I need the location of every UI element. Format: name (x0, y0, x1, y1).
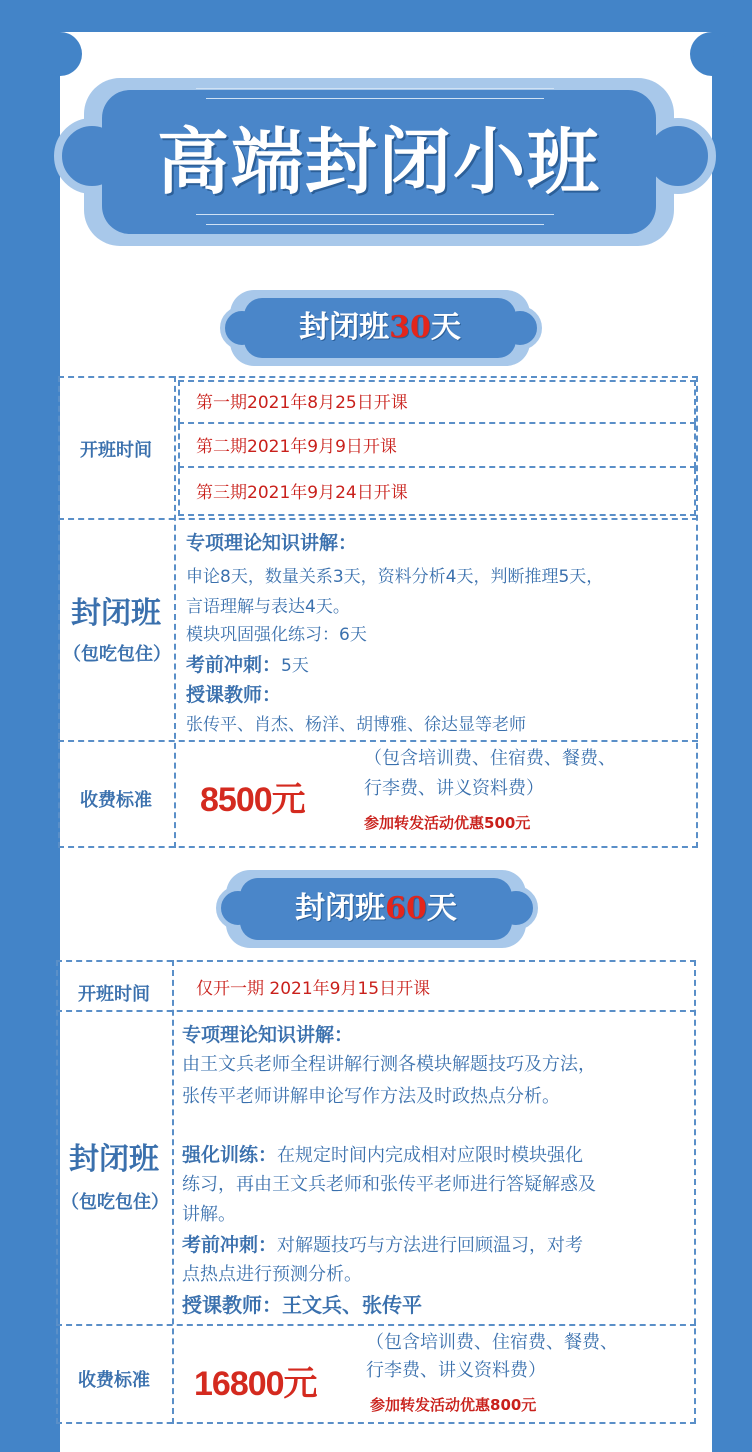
fee-note: （包含培训费、住宿费、餐费、 (364, 748, 616, 769)
corner-scallop-left (38, 32, 82, 76)
content-line: 强化训练：在规定时间内完成相对应限时模块强化 (182, 1144, 584, 1166)
schedule-item: 仅开一期 2021年9月15日开课 (196, 979, 431, 999)
section2-title: 封闭班60天 (295, 891, 457, 926)
content-line: 考前冲刺：5天 (186, 654, 309, 676)
divider (56, 1010, 696, 1012)
content-line: 点热点进行预测分析。 (182, 1264, 362, 1285)
title-decor-line (206, 224, 544, 225)
schedule-item: 第三期2021年9月24日开课 (196, 483, 408, 503)
content-heading: 授课教师： (186, 684, 282, 706)
content-line: 言语理解与表达4天。 (186, 597, 350, 617)
content-line: 考前冲刺：对解题技巧与方法进行回顾温习，对考 (182, 1234, 584, 1256)
schedule-label: 开班时间 (78, 984, 150, 1005)
content-heading: 专项理论知识讲解： (182, 1024, 354, 1046)
section1-title: 封闭班30天 (299, 310, 461, 345)
class-sublabel: （包吃包住） (63, 644, 171, 665)
content-line: 模块巩固强化练习：6天 (186, 625, 367, 645)
discount-note: 参加转发活动优惠800元 (370, 1396, 537, 1414)
fee-note: （包含培训费、住宿费、餐费、 (366, 1332, 618, 1353)
fee-note: 行李费、讲义资料费） (364, 778, 544, 799)
divider (58, 740, 698, 742)
corner-scallop-right (690, 32, 734, 76)
price: 16800元 (194, 1365, 317, 1403)
discount-note: 参加转发活动优惠500元 (364, 814, 531, 832)
schedule-item: 第一期2021年8月25日开课 (196, 393, 408, 413)
price: 8500元 (200, 781, 305, 819)
content-line: 张传平老师讲解申论写作方法及时政热点分析。 (182, 1086, 560, 1107)
teachers-line: 授课教师：王文兵、张传平 (182, 1293, 422, 1317)
class-label: 封闭班 (71, 596, 161, 631)
page-title: 高端封闭小班 (156, 119, 601, 204)
class-sublabel: （包吃包住） (61, 1192, 169, 1213)
content-line: 练习，再由王文兵老师和张传平老师进行答疑解惑及 (182, 1174, 596, 1195)
divider (174, 376, 176, 848)
schedule-label: 开班时间 (80, 440, 152, 461)
schedule-item: 第二期2021年9月9日开课 (196, 437, 397, 457)
content-line: 讲解。 (182, 1204, 236, 1225)
content-heading: 专项理论知识讲解： (186, 532, 358, 554)
content-line: 申论8天，数量关系3天，资料分析4天，判断推理5天， (186, 567, 604, 587)
title-decor-line (206, 98, 544, 99)
fee-label: 收费标准 (78, 1370, 150, 1391)
content-line: 由王文兵老师全程讲解行测各模块解题技巧及方法， (182, 1054, 596, 1075)
title-decor-line (196, 88, 554, 89)
fee-label: 收费标准 (80, 790, 152, 811)
fee-note: 行李费、讲义资料费） (366, 1360, 546, 1381)
divider (58, 518, 698, 520)
teachers-line: 张传平、肖杰、杨洋、胡博雅、徐达显等老师 (186, 715, 526, 735)
divider (56, 1324, 696, 1326)
class-label: 封闭班 (69, 1142, 159, 1177)
